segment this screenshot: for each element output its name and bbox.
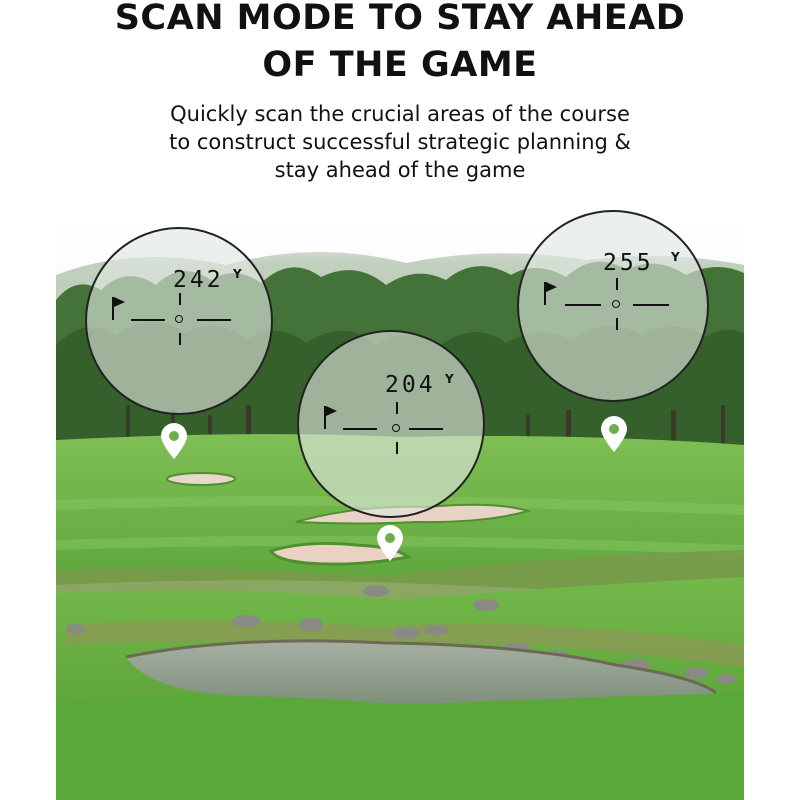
rangefinder-view-left	[85, 227, 273, 415]
reticle-line	[343, 428, 377, 430]
distance-reading: 242	[173, 267, 224, 293]
distance-unit: Y	[233, 267, 242, 281]
headline-line-2: OF THE GAME	[262, 45, 538, 85]
reticle-line	[396, 402, 398, 414]
reticle-center-icon	[392, 424, 400, 432]
reticle-line	[131, 319, 165, 321]
reticle-line	[616, 318, 618, 330]
golf-flag-icon	[541, 280, 561, 306]
reticle-center-icon	[175, 315, 183, 323]
subtitle	[0, 100, 800, 184]
reticle-line	[633, 304, 669, 306]
golf-flag-icon	[109, 295, 129, 321]
reticle-line	[565, 304, 601, 306]
reticle-line	[616, 278, 618, 290]
subtitle-line-2: to construct successful strategic planning &	[169, 130, 631, 154]
distance-reading: 255	[603, 250, 654, 276]
golf-flag-icon	[321, 404, 341, 430]
reticle-line	[409, 428, 443, 430]
subtitle-line-1: Quickly scan the crucial areas of the course	[170, 102, 630, 126]
reticle-center-icon	[612, 300, 620, 308]
reticle-line	[179, 333, 181, 345]
rangefinder-view-right	[517, 210, 709, 402]
location-pin-icon	[599, 416, 629, 454]
subtitle-line-3: stay ahead of the game	[274, 158, 526, 182]
distance-reading: 204	[385, 372, 436, 398]
reticle-line	[179, 293, 181, 305]
location-pin-icon	[375, 525, 405, 563]
distance-unit: Y	[671, 250, 680, 264]
reticle-line	[197, 319, 231, 321]
location-pin-icon	[159, 423, 189, 461]
rangefinder-view-center	[297, 330, 485, 518]
distance-unit: Y	[445, 372, 454, 386]
reticle-line	[396, 442, 398, 454]
headline-line-1: SCAN MODE TO STAY AHEAD	[114, 0, 686, 38]
